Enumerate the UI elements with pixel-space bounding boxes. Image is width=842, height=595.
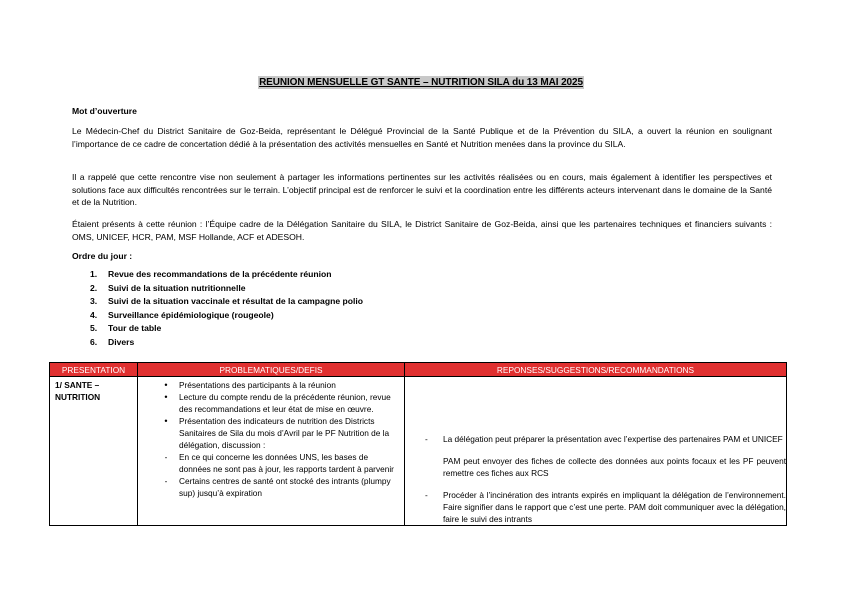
response-text: La délégation peut préparer la présentation avec l’expertise des partenaires PAM et UNICEF (443, 434, 783, 444)
agenda-item (90, 309, 690, 323)
dash-icon: - (425, 434, 428, 444)
agenda-item-number: 4. (90, 309, 98, 320)
agenda-item-text: Divers (108, 336, 135, 347)
agenda-item (90, 268, 690, 282)
agenda-item-text: Suivi de la situation vaccinale et résultat de la campagne polio (108, 296, 364, 307)
response-text: Procéder à l’incinération des intrants expirés en impliquant la délégation de l’environnement. Faire signifier dans le rapport que c’est une perte. PAM doit communiquer avec la délégation, faire le suivi des intrants (443, 490, 786, 524)
opening-paragraph-2: Il a rappelé que cette rencontre vise non seulement à partager les informations pertinentes sur les activités réalisées ou en cours, mais également à identifier les perspectives et solutions face aux difficultés rencontrées sur le terrain. L’objectif principal est de renforcer le suivi et la coordination entre les différents acteurs intervenant dans le domaine de la Santé et de la Nutrition. (72, 172, 772, 208)
opening-paragraph-1: Le Médecin-Chef du District Sanitaire de Goz-Beida, représentant le Délégué Provincial de la Santé Publique et de la Prévention du SILA, a ouvert la réunion en soulignant l’importance de ce cadre de concertation dédié à la présentation des activités mensuelles en Santé et Nutrition menées dans la province du SILA. (72, 126, 772, 149)
agenda-item-text: Revue des recommandations de la précédente réunion (108, 269, 332, 279)
agenda-item (90, 336, 690, 350)
agenda-item-number: 6. (90, 336, 98, 347)
title-wrapper (0, 72, 842, 90)
problems-cell (138, 377, 405, 526)
table-header-row (50, 363, 787, 377)
opening-paragraph-3: Étaient présents à cette réunion : l’Équipe cadre de la Délégation Sanitaire du SILA, le District Sanitaire de Goz-Beida, ainsi que les partenaires techniques et financiers suivants : OMS, UNICEF, HCR, PAM, MSF Hollande, ACF et ADESOH. (72, 219, 772, 242)
agenda-item-number: 5. (90, 323, 98, 334)
problem-text: Présentations des participants à la réunion (179, 380, 336, 390)
problem-text: Présentation des indicateurs de nutrition des Districts Sanitaires de Sila du mois d’Avril par le PF Nutrition de la délégation, discussion : (179, 416, 390, 450)
dash-icon: - (164, 452, 168, 462)
problem-item (138, 391, 404, 415)
agenda-item (90, 295, 690, 309)
agenda-item (90, 322, 690, 336)
dash-icon: - (425, 490, 428, 500)
opening-section (72, 105, 772, 118)
presentation-label: 1/ SANTE – NUTRITION (55, 380, 101, 402)
response-item (405, 455, 786, 479)
header-presentation: PRESENTATION (50, 363, 138, 377)
header-responses: REPONSES/SUGGESTIONS/RECOMMANDATIONS (405, 363, 787, 377)
problem-item (138, 415, 404, 451)
agenda-item-text: Suivi de la situation nutritionnelle (108, 282, 246, 293)
response-item (405, 489, 786, 525)
agenda-item-text: Tour de table (108, 323, 162, 334)
agenda-heading: Ordre du jour : (72, 251, 133, 261)
problem-text: En ce qui concerne les données UNS, les bases de données ne sont pas à jour, les rapports tardent à parvenir (179, 452, 394, 474)
agenda-item-number: 2. (90, 282, 98, 293)
agenda-list (90, 268, 690, 350)
header-problems: PROBLEMATIQUES/DEFIS (138, 363, 405, 377)
presentation-cell (50, 377, 138, 526)
responses-cell (405, 377, 787, 526)
opening-heading: Mot d’ouverture (72, 106, 137, 116)
agenda-item-text: Surveillance épidémiologique (rougeole) (108, 309, 274, 320)
problem-text: Certains centres de santé ont stocké des intrants (plumpy sup) jusqu’à expiration (179, 476, 391, 498)
problem-item (138, 475, 404, 499)
agenda-item-number: 3. (90, 296, 98, 307)
problem-text: Lecture du compte rendu de la précédente réunion, revue des recommandations et leur état de mise en œuvre. (179, 392, 391, 414)
bullet-icon: • (164, 416, 168, 426)
bullet-icon: • (164, 380, 168, 390)
minutes-table (49, 362, 787, 526)
problem-item (138, 451, 404, 475)
dash-icon: - (164, 476, 168, 486)
bullet-icon: • (164, 392, 168, 402)
response-item (405, 433, 786, 445)
agenda-item-number: 1. (90, 269, 98, 279)
table-row (50, 377, 787, 526)
document-title: REUNION MENSUELLE GT SANTE – NUTRITION SILA du 13 MAI 2025 (259, 77, 583, 88)
response-text: PAM peut envoyer des fiches de collecte des données aux points focaux et les PF peuvent remettre ces fiches aux RCS (443, 456, 786, 478)
problem-item (138, 379, 404, 391)
agenda-item (90, 282, 690, 296)
